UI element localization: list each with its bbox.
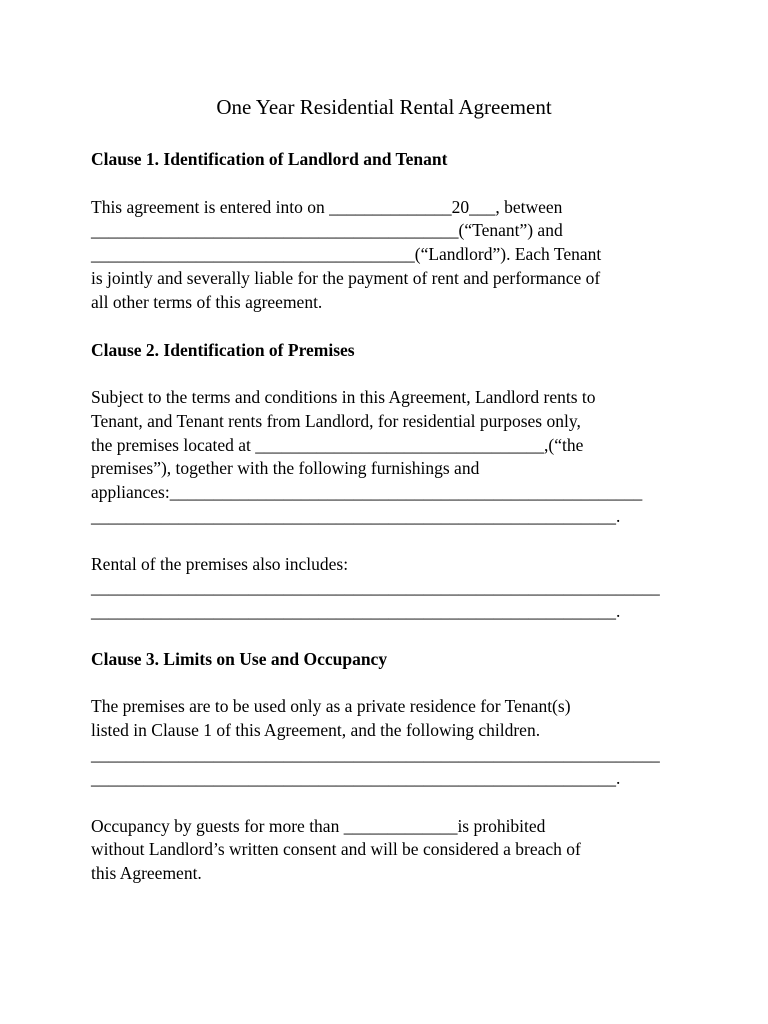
guests-line: this Agreement. [91,863,202,883]
guests-line: without Landlord’s written consent and will be considered a breach of [91,839,581,859]
premises-includes-line: ____________________________________________________________. [91,601,621,621]
clause-2-line: Tenant, and Tenant rents from Landlord, for residential purposes only, [91,411,581,431]
clause-2-line: ____________________________________________________________. [91,506,621,526]
guests-line: Occupancy by guests for more than _____________is prohibited [91,816,546,836]
premises-includes-line: _________________________________________________________________ [91,577,660,597]
clause-2-line: appliances:______________________________________________________ [91,482,643,502]
clause-1-line: is jointly and severally liable for the payment of rent and performance of [91,268,601,288]
clause-1-line: _____________________________________(“Landlord”). Each Tenant [91,244,602,264]
premises-includes-label: Rental of the premises also includes: [91,554,349,574]
clause-1-heading: Clause 1. Identification of Landlord and Tenant [91,149,448,169]
clause-3-line: ____________________________________________________________. [91,768,621,788]
clause-2-line: Subject to the terms and conditions in this Agreement, Landlord rents to [91,387,596,407]
document-title: One Year Residential Rental Agreement [216,95,552,119]
clause-3-line: listed in Clause 1 of this Agreement, and the following children. [91,720,541,740]
clause-1-line: all other terms of this agreement. [91,292,323,312]
clause-2-heading: Clause 2. Identification of Premises [91,340,355,360]
clause-2-line: premises”), together with the following furnishings and [91,458,480,478]
clause-1-line: This agreement is entered into on ______________20___, between [91,197,563,217]
clause-1-line: __________________________________________(“Tenant”) and [91,220,563,240]
clause-3-line: The premises are to be used only as a private residence for Tenant(s) [91,696,571,716]
clause-2-line: the premises located at _________________________________,(“the [91,435,584,455]
clause-3-line: _________________________________________________________________ [91,744,660,764]
clause-3-heading: Clause 3. Limits on Use and Occupancy [91,649,388,669]
